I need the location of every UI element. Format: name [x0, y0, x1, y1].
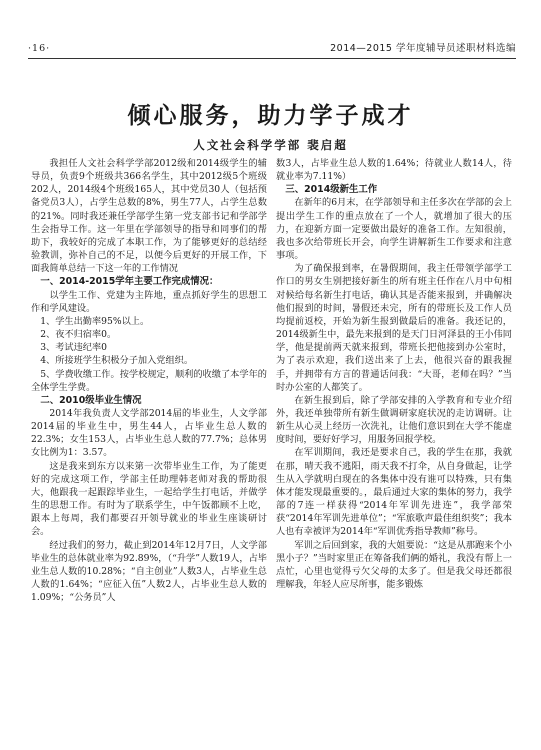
paragraph: 以学生工作、党建为主阵地，重点抓好学生的思想工作和学风建设。 [31, 289, 267, 314]
paragraph: 2014年我负责人文学部2014届的毕业生，人文学部2014届的毕业生中，男生44人，占毕业生总人数的22.3%；女生153人，占毕业生总人数的77.7%；总体男女比例为1：3.57。 [31, 407, 267, 459]
paragraph: 在新生报到后，除了学部安排的入学教育和专业介绍外，我还单独带所有新生做调研家庭状况的走访调研。让新生从心灵上经历一次洗礼，让他们意识到在大学不能虚度时间，要好好学习，用服务回报学校。 [276, 394, 512, 446]
section-heading: 三、2014级新生工作 [285, 184, 378, 196]
paragraph: 经过我们的努力，截止到2014年12月7日，人文学部毕业生的总体就业率为92.89%，（“升学”人数19人，占毕业生总人数的10.28%；“自主创业”人数3人，占毕业生总人数的1.64%；“应征入伍”人数2人，占毕业生总人数的1.09%；“公务员”人 [31, 539, 267, 604]
list-item: 3、考试违纪率0 [40, 342, 108, 354]
paragraph: 我担任人文社会科学学部2012级和2014级学生的辅导员，负责9个班级共366名学生，其中2012级5个班级202人，2014级4个班级165人，其中党员30人（包括预备党员3人），占学生总数的8%，男生77人，占学生总数的21%。同时我还兼任学部学生第一党支部书记和学部学生会指导工作。这一年里在学部领导的指导和同事们的帮助下，我较好的完成了本职工作，为了能够更好的总结经验教训，弥补自己的不足，以便今后更好的开展工作，下面我简单总结一下这一年的工作情况 [31, 158, 267, 275]
list-item: 4、所接班学生积极分子加入党组织。 [40, 355, 194, 367]
running-title: 2014—2015 学年度辅导员述职材料选编 [330, 43, 516, 54]
section-heading: 二、2010级毕业生情况 [40, 394, 142, 406]
article-title: 倾心服务，助力学子成才 [127, 102, 414, 129]
right-column [276, 157, 512, 591]
page-header [28, 42, 516, 59]
page-number: ·16· [28, 43, 51, 54]
paragraph: 军训之后回到家，我的大姐要说：“这是从那跑来个小黑小子？”当时家里正在筹备我们俩的婚礼，我没有帮上一点忙，心里也觉得亏欠父母的太多了。但是我父母还都很理解我，年轻人应尽所事，能多锻炼 [276, 539, 512, 590]
article-author: 人文社会科学学部 裴启超 [193, 138, 348, 152]
left-column [31, 157, 267, 604]
paragraph: 这是我来到东方以来第一次带毕业生工作，为了能更好的完成这项工作，学部主任助理韩老师对我的帮助很大，他跟我一起跟踪毕业生，一起给学生打电话，并做学生的思想工作。有时为了联系学生，中午饭都顾不上吃，跟本上每周，我们都要召开领导就业的毕业生座谈研讨会。 [31, 460, 267, 538]
list-item: 1、学生出勤率95%以上。 [40, 315, 150, 327]
list-item: 5、学费收缴工作。按学校规定，顺利的收缴了本学年的全体学生学费。 [31, 368, 267, 393]
paragraph: 在新年的6月末，在学部领导和主任多次在学部的会上提出学生工作的重点放在了一个人，就增加了很大的压力，在迎新方面一定要做出最好的准备工作。左知很前，我也多次给带班长开会，向学生讲解新生工作要求和注意事项。 [276, 197, 512, 262]
paragraph: 在军训期间，我还是要求自己，我的学生在那，我就在那，晴天我不逃阳，雨天我不打伞，从自身做起，让学生从入学就明白现在的各集体中没有谁可以特殊，只有集体才能发现最重要的。，最后通过大家的集体的努力，我学部的7连一样获得“2014年军训先进连”，我学部荣获“2014年军训先进单位”；“军旅歌声最佳组织奖”；我本人也有幸被评为2014年“军训优秀指导教师”称号。 [276, 447, 512, 538]
list-item: 2、夜不归宿率0。 [40, 329, 117, 341]
section-heading: 一、2014-2015学年主要工作完成情况： [40, 276, 219, 288]
paragraph: 数3人，占毕业生总人数的1.64%；待就业人数14人，待就业率为7.11%） [276, 158, 512, 183]
paragraph: 为了确保报到率，在暑假期间，我主任带领学部学工作口的男女生别把接好新生的所有班主任作在八月中旬相对候给每名新生打电话，确认其是否能来报到，并确解决他们报到的时间，暑假还未完，所有的带班长及工作人员均提前返校，开始为新生报到做最后的准备。我还记的，2014级新生中，最先来报到的是天门日河泽县的王小伟同学，他是提前两天就来报到，带班长把他接到办公室时，为了表示欢迎，我们送出来了上去，他很兴奋的跟我握手，并拥带有方言的普通话问我：“大哥，老师在吗？”当时办公室的人都笑了。 [276, 263, 512, 393]
